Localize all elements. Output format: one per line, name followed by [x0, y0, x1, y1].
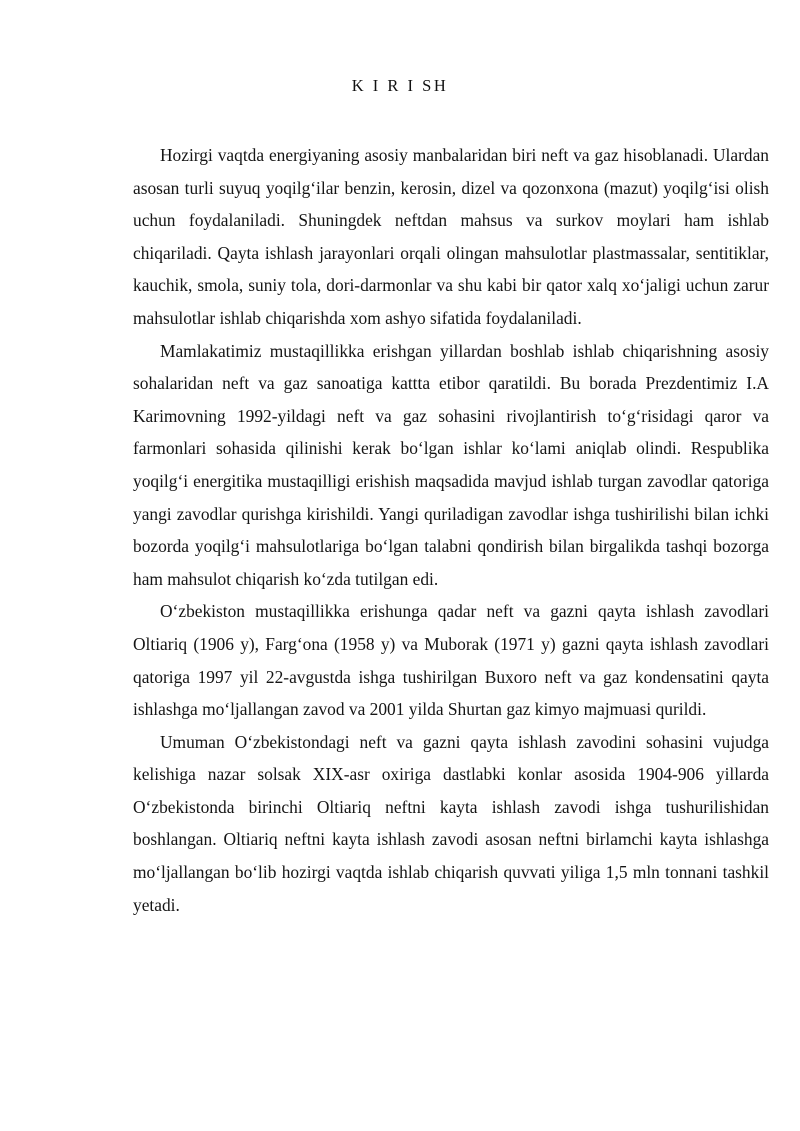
paragraph: Hozirgi vaqtda energiyaning asosiy manbalaridan biri neft va gaz hisoblanadi. Ulardan asosan turli suyuq yoqilg‘ilar benzin, kerosin, dizel va qozonxona (mazut) yoqilg‘isi olish uchun foydalaniladi. Shuningdek neftdan mahsus va surkov moylari ham ishlab chiqariladi. Qayta ishlash jarayonlari orqali olingan mahsulotlar plastmassalar, sentitiklar, kauchik, smola, suniy tola, dori-darmonlar va shu kabi bir qator xalq xo‘jaligi uchun zarur mahsulotlar ishlab chiqarishda xom ashyo sifatida foydalaniladi. [133, 145, 769, 328]
body-text [133, 139, 769, 921]
section-title: K I R I SH [351, 76, 449, 95]
paragraph: Umuman O‘zbekistondagi neft va gazni qayta ishlash zavodini sohasini vujudga kelishiga nazar solsak XIX-asr oxiriga dastlabki konlar asosida 1904-906 yillarda O‘zbekistonda birinchi Oltiariq neftni kayta ishlash zavodi ishga tushurilishidan boshlangan. Oltiariq neftni kayta ishlash zavodi asosan neftni birlamchi kayta ishlashga mo‘ljallangan bo‘lib hozirgi vaqtda ishlab chiqarish quvvati yiliga 1,5 mln tonnani tashkil yetadi. [133, 731, 769, 915]
paragraph: O‘zbekiston mustaqillikka erishunga qadar neft va gazni qayta ishlash zavodlari Oltiariq (1906 y), Farg‘ona (1958 y) va Muborak (1971 y) gazni qayta ishlash zavodlari qatoriga 1997 yil 22-avgustda ishga tushirilgan Buxoro neft va gaz kondensatini qayta ishlashga mo‘ljallangan zavod va 2001 yilda Shurtan gaz kimyo majmuasi qurildi. [133, 601, 769, 720]
paragraph: Mamlakatimiz mustaqillikka erishgan yillardan boshlab ishlab chiqarishning asosiy sohalaridan neft va gaz sanoatiga kattta etibor qaratildi. Bu borada Prezdentimiz I.A Karimovning 1992-yildagi neft va gaz sohasini rivojlantirish to‘g‘risidagi qaror va farmonlari sohasida qilinishi kerak bo‘lgan ishlar ko‘lami aniqlab olindi. Respublika yoqilg‘i energitika mustaqilligi erishish maqsadida mavjud ishlab turgan zavodlar qatoriga yangi zavodlar qurishga kirishildi. Yangi quriladigan zavodlar ishga tushirilishi bilan ichki bozorda yoqilg‘i mahsulotlariga bo‘lgan talabni qondirish bilan birgalikda tashqi bozorga ham mahsulot chiqarish ko‘zda tutilgan edi. [133, 340, 769, 589]
